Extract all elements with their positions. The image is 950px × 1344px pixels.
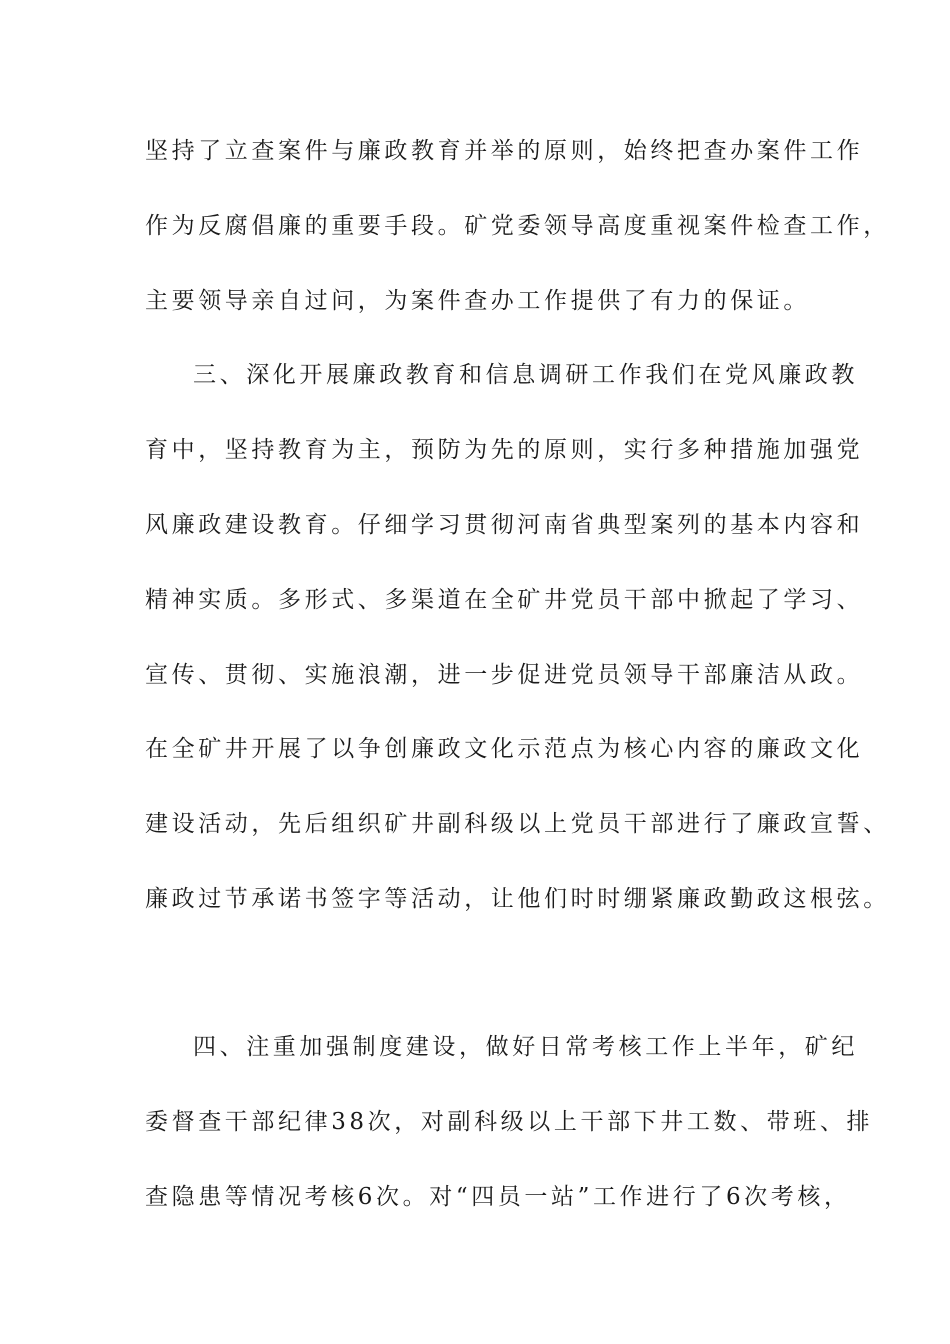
paragraph-line: 查隐患等情况考核6次。对“四员一站”工作进行了6次考核， xyxy=(145,1184,851,1210)
paragraph-line: 建设活动，先后组织矿井副科级以上党员干部进行了廉政宣誓、 xyxy=(145,811,890,837)
section-three-heading-line: 三、深化开展廉政教育和信息调研工作我们在党风廉政教 xyxy=(193,362,858,388)
paragraph-line: 精神实质。多形式、多渠道在全矿井党员干部中掀起了学习、 xyxy=(145,587,864,613)
paragraph-line: 廉政过节承诺书签字等活动，让他们时时绷紧廉政勤政这根弦。 xyxy=(145,886,890,912)
paragraph-line: 委督查干部纪律38次，对副科级以上干部下井工数、带班、排 xyxy=(145,1109,874,1135)
paragraph-line: 作为反腐倡廉的重要手段。矿党委领导高度重视案件检查工作， xyxy=(145,213,890,239)
section-four-heading-line: 四、注重加强制度建设，做好日常考核工作上半年，矿纪 xyxy=(193,1034,858,1060)
paragraph-line: 宣传、贯彻、实施浪潮，进一步促进党员领导干部廉洁从政。 xyxy=(145,662,864,688)
paragraph-line: 坚持了立查案件与廉政教育并举的原则，始终把查办案件工作 xyxy=(145,138,864,164)
paragraph-line: 主要领导亲自过问，为案件查办工作提供了有力的保证。 xyxy=(145,288,810,314)
paragraph-line: 风廉政建设教育。仔细学习贯彻河南省典型案列的基本内容和 xyxy=(145,512,864,538)
paragraph-line: 育中，坚持教育为主，预防为先的原则，实行多种措施加强党 xyxy=(145,437,864,463)
paragraph-line: 在全矿井开展了以争创廉政文化示范点为核心内容的廉政文化 xyxy=(145,736,864,762)
